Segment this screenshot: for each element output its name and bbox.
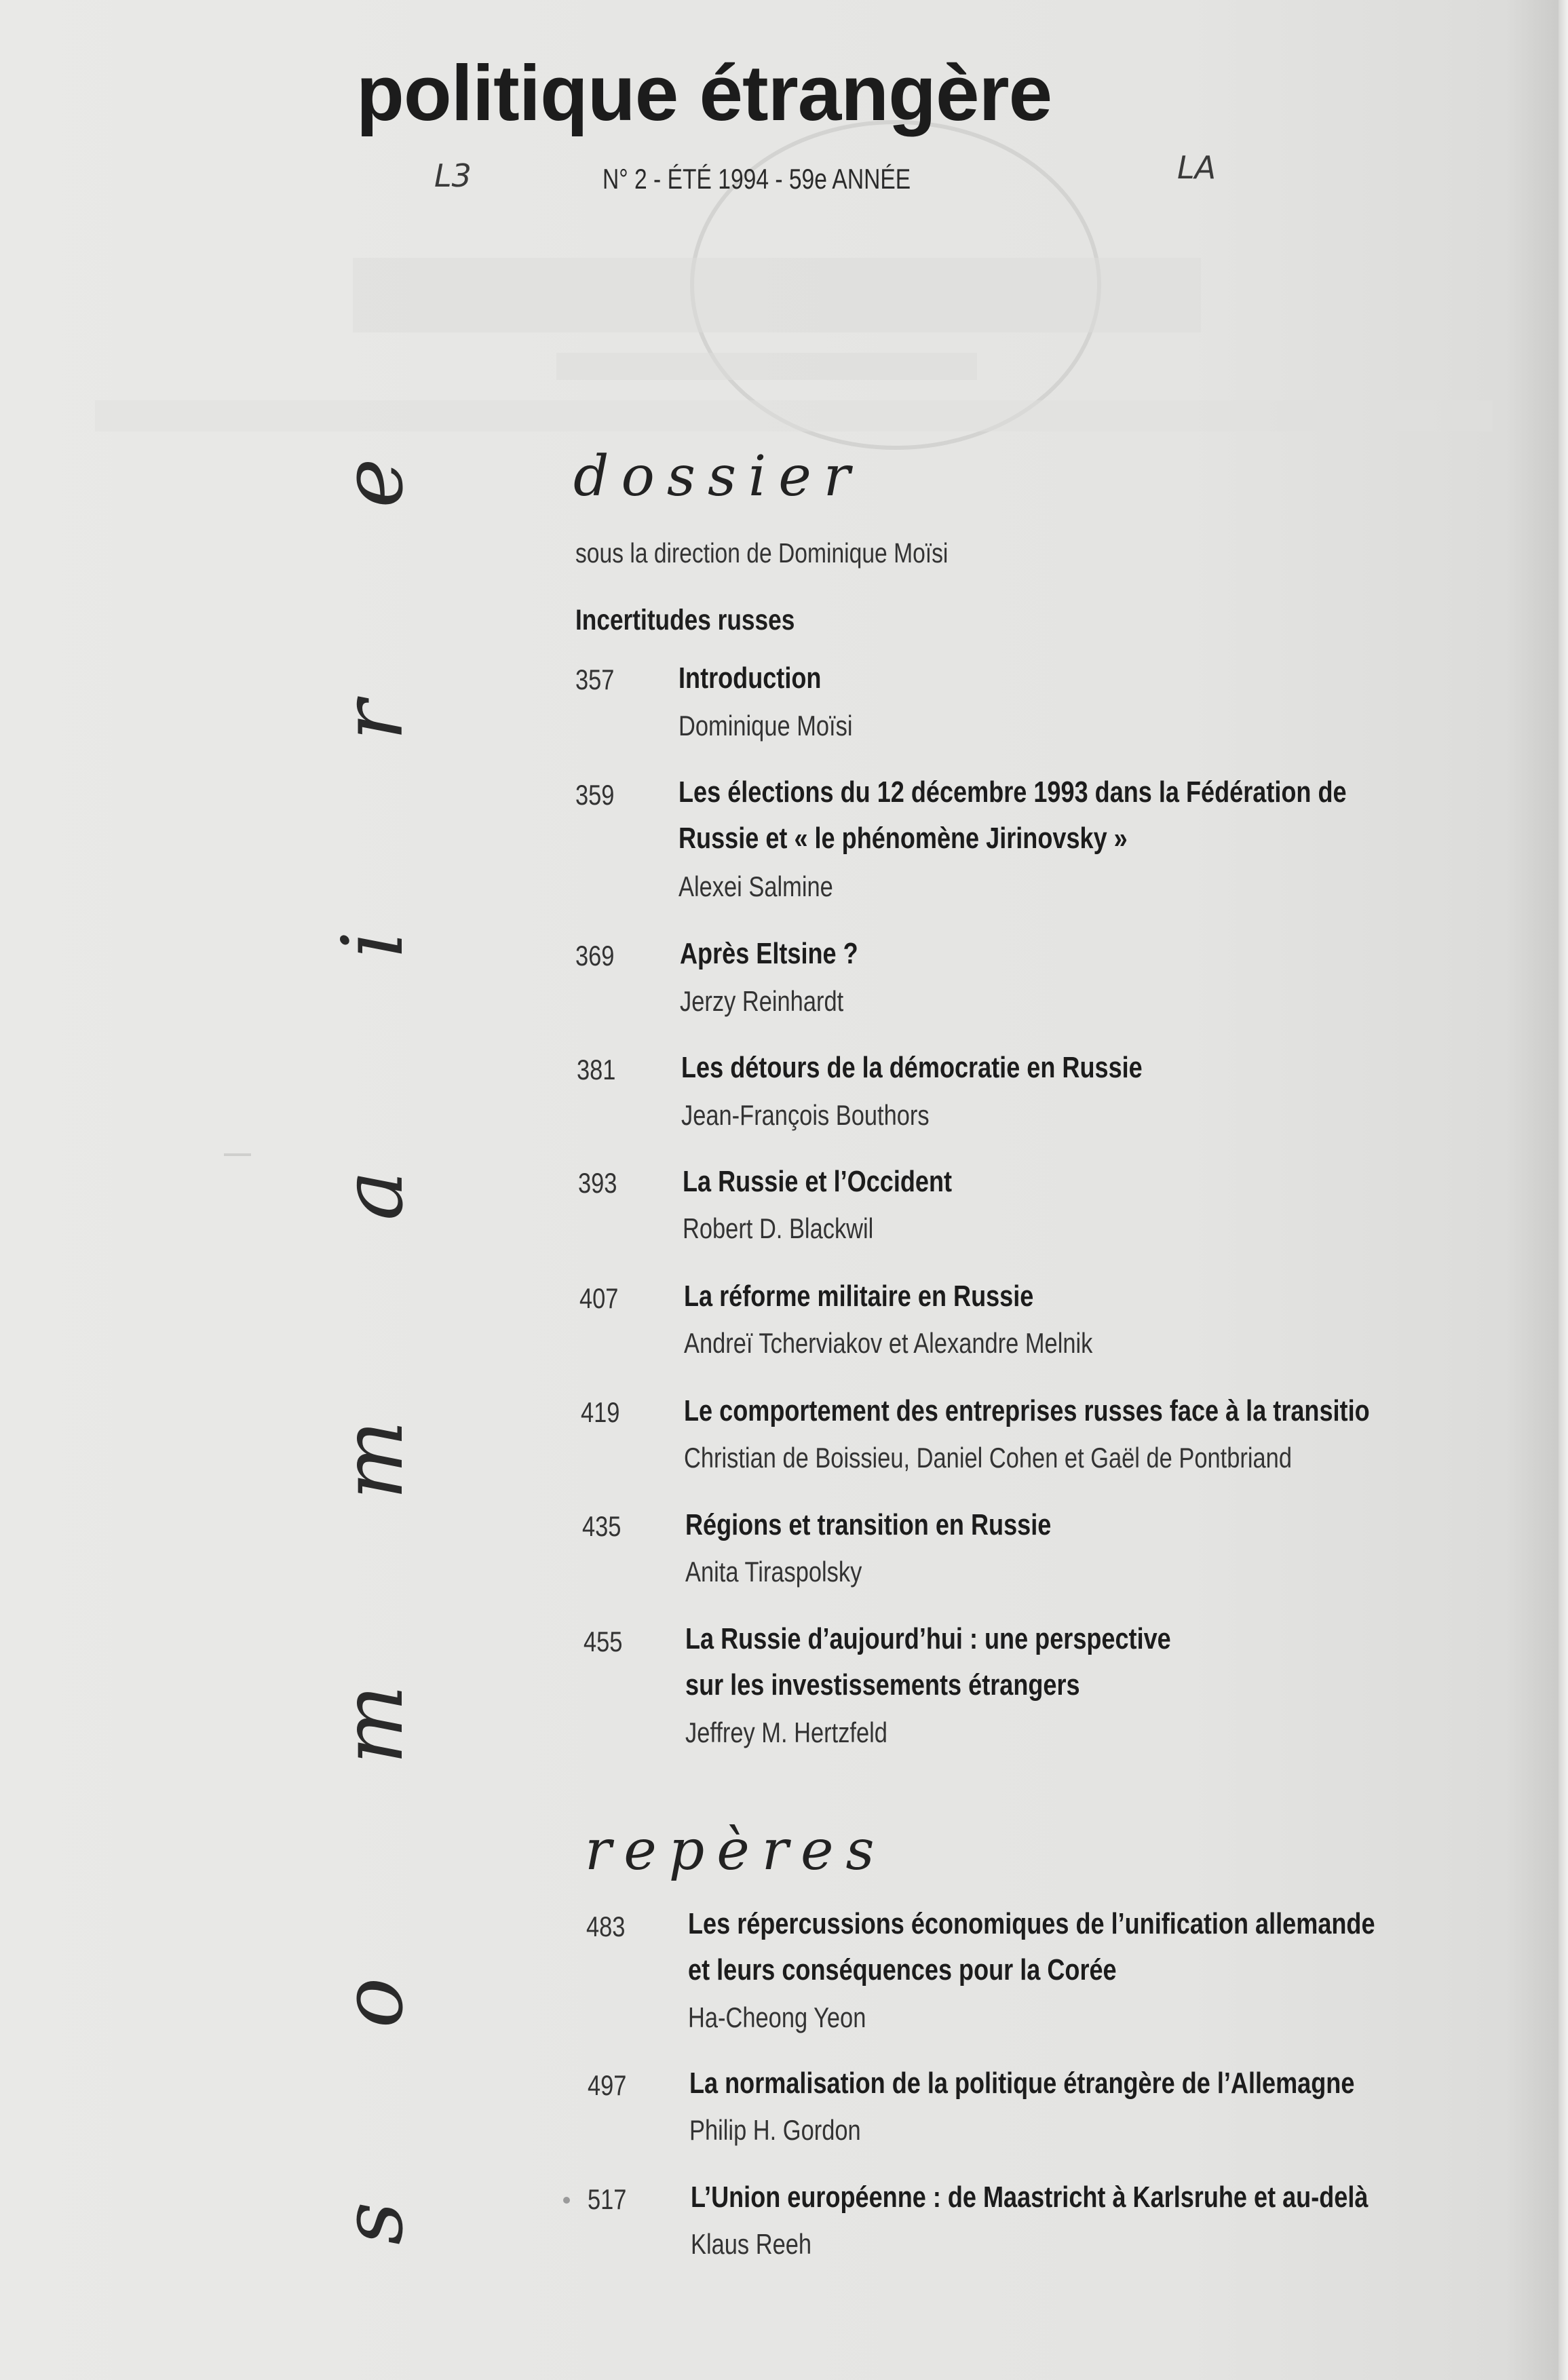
page-number: 455 [584,1626,623,1657]
article-title: Les détours de la démocratie en Russie [681,1051,1143,1084]
side-heading-letter: a [324,1170,422,1221]
article-author: Dominique Moïsi [678,710,853,742]
page-edge [1559,0,1568,2380]
article-title: Introduction [678,661,822,695]
dossier-direction: sous la direction de Dominique Moïsi [575,537,949,569]
page-number: 381 [577,1054,616,1086]
article-author: Jean-François Bouthors [681,1099,930,1131]
article-author: Jeffrey M. Hertzfeld [685,1716,887,1748]
page-number: 517 [588,2183,627,2215]
article-author: Robert D. Blackwil [683,1212,874,1244]
page-number: 435 [582,1510,622,1542]
article-title: La réforme militaire en Russie [684,1280,1034,1313]
page-number: 419 [581,1396,620,1428]
margin-dot [563,2197,570,2204]
side-heading-letter: s [324,2202,422,2245]
page-number: 407 [579,1282,619,1314]
article-author: Christian de Boissieu, Daniel Cohen et Gaël de Pontbriand [684,1442,1292,1474]
side-heading-letter: m [324,1420,422,1500]
dossier-theme: Incertitudes russes [575,604,795,636]
handwritten-note-right: LA [1177,149,1217,186]
side-heading-letter: r [324,700,422,741]
article-title: La normalisation de la politique étrangère de l’Allemagne [689,2067,1355,2100]
section-heading-reperes: repères [585,1818,887,1883]
article-author: Anita Tiraspolsky [685,1556,862,1588]
journal-title: politique étrangère [356,49,1052,137]
article-title: La Russie et l’Occident [683,1165,953,1198]
page-number: 497 [588,2069,627,2101]
side-heading-letter: e [324,458,422,508]
page-number: 359 [575,779,615,811]
side-heading-letter: i [324,931,422,958]
article-author: Philip H. Gordon [689,2114,861,2146]
page-number: 357 [575,664,615,695]
side-heading-letter: o [324,1977,422,2029]
issue-line: N° 2 - ÉTÉ 1994 - 59e ANNÉE [603,163,911,195]
article-title: Les élections du 12 décembre 1993 dans la Fédération de Russie et « le phénomène Jirinovsky » [678,775,1347,855]
section-heading-dossier: dossier [573,444,862,509]
article-title: Régions et transition en Russie [685,1508,1052,1541]
article-author: Alexei Salmine [678,870,833,902]
page-number: 369 [575,940,615,972]
article-title: Après Eltsine ? [680,937,858,970]
article-author: Klaus Reeh [691,2228,812,2260]
handwritten-note-left: L3 [434,157,472,194]
article-title: Le comportement des entreprises russes face à la transitio [684,1394,1370,1427]
article-title: Les répercussions économiques de l’unification allemande et leurs conséquences pour la Corée [688,1907,1375,1986]
page-number: 393 [578,1167,617,1199]
side-heading-letter: m [324,1685,422,1765]
article-author: Andreï Tcherviakov et Alexandre Melnik [684,1327,1093,1359]
page-number: 483 [586,1911,626,1942]
article-author: Ha-Cheong Yeon [688,2001,866,2033]
article-author: Jerzy Reinhardt [680,985,844,1017]
article-title: L’Union européenne : de Maastricht à Karlsruhe et au-delà [691,2181,1369,2214]
article-title: La Russie d’aujourd’hui : une perspective sur les investissements étrangers [685,1622,1171,1702]
